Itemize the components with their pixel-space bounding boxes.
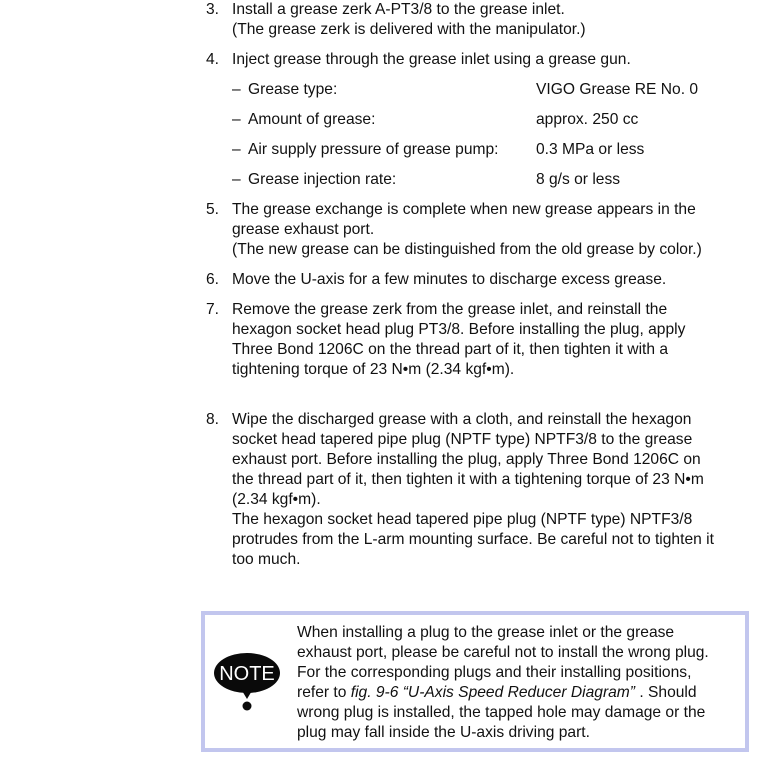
spec-dash: – <box>232 81 241 98</box>
note-line: plug may fall inside the U-axis driving part. <box>297 724 590 741</box>
note-icon-label: NOTE <box>219 663 275 685</box>
step-line: the thread part of it, then tighten it with a tightening torque of 23 N•m <box>232 471 704 488</box>
step-number: 4. <box>206 51 220 68</box>
spec-label: Grease injection rate: <box>248 171 397 188</box>
spec-value: VIGO Grease RE No. 0 <box>536 81 699 98</box>
step-text <box>232 270 777 290</box>
step-line: Wipe the discharged grease with a cloth, and reinstall the hexagon <box>232 411 692 428</box>
step-line: Move the U-axis for a few minutes to discharge excess grease. <box>232 271 667 288</box>
step-text <box>232 50 777 70</box>
step-line: socket head tapered pipe plug (NPTF type) NPTF3/8 to the grease <box>232 431 693 448</box>
step-line: Install a grease zerk A-PT3/8 to the grease inlet. <box>232 1 565 18</box>
step-line: tightening torque of 23 N•m (2.34 kgf•m). <box>232 361 515 378</box>
step-number: 6. <box>206 271 220 288</box>
step-line: The grease exchange is complete when new grease appears in the <box>232 201 696 218</box>
spec-value: 8 g/s or less <box>536 171 621 188</box>
note-text <box>297 623 757 743</box>
note-line: When installing a plug to the grease inlet or the grease <box>297 624 675 641</box>
spec-dash: – <box>232 141 241 158</box>
step-text <box>232 0 777 40</box>
spec-value: approx. 250 cc <box>536 111 639 128</box>
note-text-fragment: . Should <box>639 684 697 701</box>
step-line: exhaust port. Before installing the plug, apply Three Bond 1206C on <box>232 451 701 468</box>
step-line: Remove the grease zerk from the grease inlet, and reinstall the <box>232 301 668 318</box>
step-line: Three Bond 1206C on the thread part of it, then tighten it with a <box>232 341 669 358</box>
spec-dash: – <box>232 111 241 128</box>
step-number: 8. <box>206 411 220 428</box>
step-line: (The new grease can be distinguished from the old grease by color.) <box>232 241 702 258</box>
figure-reference: fig. 9-6 “U-Axis Speed Reducer Diagram” <box>350 684 640 701</box>
step-number: 7. <box>206 301 220 318</box>
step-line: protrudes from the L-arm mounting surface. Be careful not to tighten it <box>232 531 714 548</box>
step-text <box>232 410 777 570</box>
spec-label: Air supply pressure of grease pump: <box>248 141 499 158</box>
step-number: 5. <box>206 201 220 218</box>
step-number: 3. <box>206 1 220 18</box>
spec-label: Amount of grease: <box>248 111 376 128</box>
step-line: (2.34 kgf•m). <box>232 491 321 508</box>
spec-label: Grease type: <box>248 81 338 98</box>
note-line: exhaust port, please be careful not to install the wrong plug. <box>297 644 709 661</box>
step-line: Inject grease through the grease inlet using a grease gun. <box>232 51 631 68</box>
note-bubble-icon <box>213 651 281 711</box>
note-line: wrong plug is installed, the tapped hole may damage or the <box>297 704 706 721</box>
step-line: (The grease zerk is delivered with the manipulator.) <box>232 21 586 38</box>
spec-value: 0.3 MPa or less <box>536 141 645 158</box>
spec-dash: – <box>232 171 241 188</box>
step-line: The hexagon socket head tapered pipe plug (NPTF type) NPTF3/8 <box>232 511 693 528</box>
step-line: too much. <box>232 551 301 568</box>
step-text <box>232 200 777 260</box>
step-line: hexagon socket head plug PT3/8. Before installing the plug, apply <box>232 321 686 338</box>
step-line: grease exhaust port. <box>232 221 375 238</box>
note-text-fragment: refer to <box>297 684 351 701</box>
note-line: For the corresponding plugs and their installing positions, <box>297 664 692 681</box>
step-text <box>232 300 777 380</box>
note-line <box>297 683 757 703</box>
